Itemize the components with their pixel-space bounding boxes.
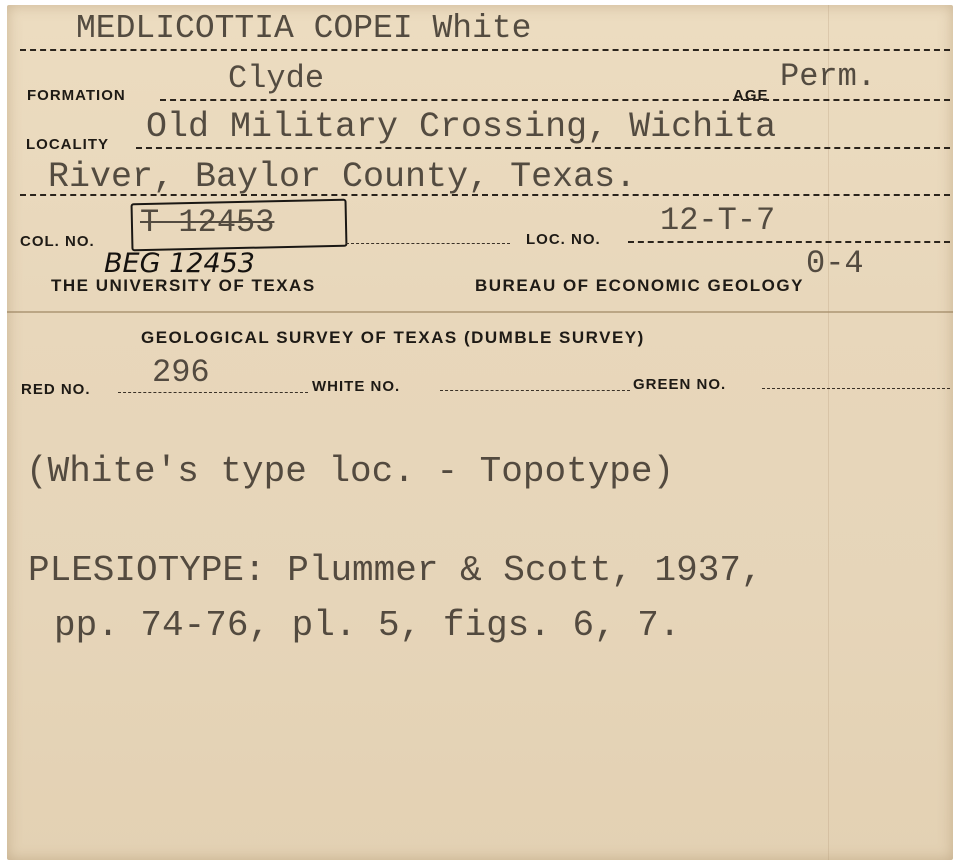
type-locality-note: (White's type loc. - Topotype) xyxy=(26,451,675,492)
loc-no-value: 12-T-7 xyxy=(660,202,776,239)
university-name: THE UNIVERSITY OF TEXAS xyxy=(51,276,316,295)
rule-red-no xyxy=(118,392,308,393)
age-label: AGE xyxy=(733,87,769,104)
card-crease xyxy=(828,5,829,860)
plesiotype-line-1: PLESIOTYPE: Plummer & Scott, 1937, xyxy=(28,550,763,591)
locality-line-2: River, Baylor County, Texas. xyxy=(48,157,637,197)
rule-locality xyxy=(136,147,950,149)
plesiotype-line-2: pp. 74-76, pl. 5, figs. 6, 7. xyxy=(54,605,681,646)
rule-white-no xyxy=(440,390,630,391)
age-value: Perm. xyxy=(780,58,877,95)
locality-label: LOCALITY xyxy=(26,136,109,153)
loc-no-extra: 0-4 xyxy=(806,245,864,282)
rule-green-no xyxy=(762,388,950,389)
species-title: MEDLICOTTIA COPEI White xyxy=(76,10,532,47)
green-no-label: GREEN NO. xyxy=(633,376,727,393)
col-no-value: T 12453 xyxy=(140,204,275,241)
rule-title xyxy=(20,49,950,51)
rule-col-no xyxy=(346,243,510,244)
bureau-name: BUREAU OF ECONOMIC GEOLOGY xyxy=(475,276,804,295)
formation-value: Clyde xyxy=(228,60,325,97)
col-no-handwritten: BEG 12453 xyxy=(104,248,255,279)
locality-line-1: Old Military Crossing, Wichita xyxy=(146,107,777,147)
card-fold-line xyxy=(7,311,953,313)
rule-formation xyxy=(160,99,950,101)
loc-no-label: LOC. NO. xyxy=(526,231,601,248)
formation-label: FORMATION xyxy=(27,87,126,104)
survey-name: GEOLOGICAL SURVEY OF TEXAS (DUMBLE SURVEY) xyxy=(141,328,645,347)
red-no-value: 296 xyxy=(152,354,210,391)
white-no-label: WHITE NO. xyxy=(312,378,401,395)
rule-loc-no xyxy=(628,241,950,243)
red-no-label: RED NO. xyxy=(21,381,91,398)
col-no-label: COL. NO. xyxy=(20,233,95,250)
rule-locality-2 xyxy=(20,194,950,196)
